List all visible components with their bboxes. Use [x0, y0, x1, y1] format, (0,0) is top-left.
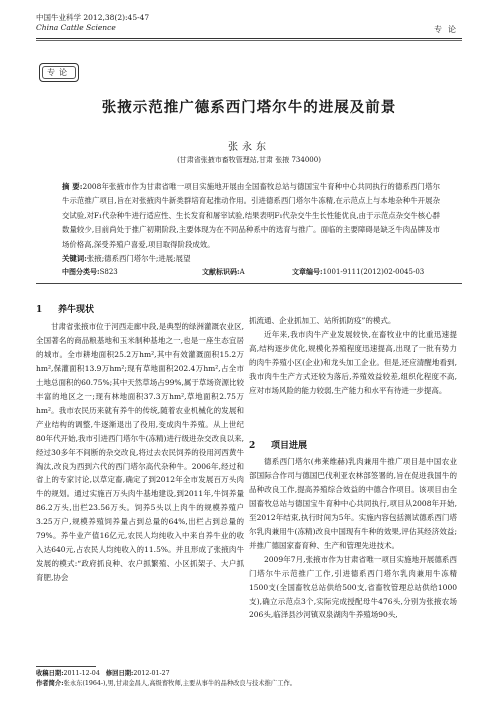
clc-label: 中图分类号:	[62, 267, 100, 276]
journal-header	[36, 13, 149, 33]
section-number: 2	[249, 441, 256, 451]
section-badge: 专论	[39, 63, 79, 82]
section-heading-2	[249, 438, 307, 451]
right-column	[249, 314, 457, 398]
section-heading-1	[36, 302, 94, 315]
author-bio-label: 作者简介:	[36, 680, 64, 687]
body-paragraph: 2009年7月,张掖市作为甘肃省唯一项目实施地开展德系西门塔尔牛示范推广工作,引进德系西门塔尔乳肉兼用牛冻精1500支(全国畜牧总站供给500支,省畜牧管理总站供给1000支),确立示范点3个,实际完成授配母牛476头,分别为张掖农场206头,临泽县沙河镇双泉湖肉牛养殖场90头,	[249, 554, 457, 620]
clc-value: S823	[99, 268, 118, 276]
revised-label: 修回日期:	[105, 670, 134, 677]
keywords-label: 关键词:	[62, 254, 87, 264]
abstract-label: 摘 要:	[62, 182, 83, 191]
author-bio-text: 张永东(1964-),男,甘肃金昌人,高级畜牧师,主要从事牛的品种改良与技术推广工作。	[63, 680, 297, 687]
keywords-text: 张掖;德系西门塔尔牛;进展;展望	[86, 254, 191, 264]
journal-citation: 中国牛业科学 2012,38(2):45-47	[36, 13, 150, 22]
section-title: 养牛现状	[58, 305, 95, 315]
column-label: 专论	[434, 25, 462, 34]
right-column-lower	[249, 455, 457, 622]
doc-code-value: A	[239, 268, 245, 276]
received-label: 收稿日期:	[36, 670, 64, 677]
received-date: 2011-12-04	[63, 670, 100, 677]
footnote-author	[36, 679, 462, 689]
abstract-block	[62, 180, 440, 266]
header-rule-thin	[36, 40, 462, 41]
journal-english-name: China Cattle Science	[36, 23, 116, 32]
article-number-label: 文章编号:	[292, 267, 323, 276]
header-rule	[36, 38, 462, 39]
abstract-rule	[36, 283, 462, 284]
footnote-dates	[36, 669, 462, 679]
section-title: 项目进展	[271, 441, 308, 451]
body-paragraph: 近年来,我市肉牛产业发展较快,在畜牧业中的比重迅速提高,结构逐步优化,规模化养殖程度迅速提高,出现了一批有势力的肉牛养殖小区(企业)和龙头加工企业。但是,还应清醒地看到,我市肉牛生产方式还较为落后,养殖效益较差,组织化程度不高,应对市场风险的能力较弱,生产能力和水平有待进一步提高。	[249, 329, 457, 395]
revised-date: 2012-01-27	[133, 670, 170, 677]
body-paragraph: 抓流通、企业抓加工、站所抓防疫”的模式。	[249, 316, 396, 325]
left-column	[36, 320, 244, 585]
classification-info	[62, 267, 424, 277]
footnote-rule	[36, 666, 96, 667]
body-paragraph: 甘肃省张掖市位于河西走廊中段,是典型的绿洲灌溉农业区,全国著名的商品粮基地和玉米制种基地之一,也是一座生态宜居的城市。全市耕地面积25.2万hm²,其中有效灌溉面积15.2万hm²,保灌面积13.9万hm²;现有草地面积202.4万hm²,占全市土地总面积的60.75%;其中天然草场占99%,属于草场资源比较丰富的地区之一;现有林地面积37.3万hm²,草地面积2.75万hm²。我市农民历来就有养牛的传统,随着农业机械化的发展和产业结构的调整,牛逐渐退出了役用,变成肉牛养殖。从上世纪80年代开始,我市引进西门塔尔牛(冻精)进行级进杂交改良以来,经过30多年不间断的杂交改良,将过去农民饲养的役用河西黄牛淘汰,改良为西到六代的西门塔尔高代杂种牛。2006年,经过和省上的专家讨论,以草定畜,确定了到2012年全市发展百万头肉牛的规划。通过实施百万头肉牛基地建设,到2011年,牛饲养量86.2万头,出栏23.56万头。饲养5头以上肉牛的规模养殖户3.25万户,规模养殖饲养量占到总量的64%,出栏占到总量的79%。养牛业产值16亿元,农民人均纯收入中来自养牛业的收入达640元,占农民人均纯收入的11.5%。并且形成了张掖肉牛发展的模式:“政府抓良种、农户抓繁殖、小区抓架子、大户抓育肥,协会	[36, 322, 244, 583]
abstract-text: 2008年张掖市作为甘肃省唯一项目实施地开展由全国畜牧总站与德国宝牛育种中心共同执行的德系西门塔尔牛示范推广项目,旨在对张掖肉牛新类群培育起推动作用。引进德系西门塔尔牛冻精,在示范点上与本地杂种牛开展杂交试验,对F₁代杂种牛进行适应性、生长发育和屠宰试验,结果表明F₁代杂交牛生长性能优良,由于示范点杂交牛核心群数量较少,目前尚处于推广初期阶段,主要体现为在不同品种系中的选育与推广。面临的主要障碍是缺乏牛肉品牌及市场价格高,深受养殖户喜爱,项目取得阶段成效。	[62, 182, 440, 249]
author-affiliation: (甘肃省张掖市畜牧管理站,甘肃 张掖 734000)	[177, 156, 321, 164]
section-number: 1	[36, 305, 43, 315]
doc-code-label: 文献标识码:	[202, 267, 240, 276]
article-author: 张永东	[228, 142, 270, 153]
article-title: 张掖示范推广德系西门塔尔牛的进展及前景	[101, 99, 397, 116]
body-paragraph: 德系西门塔尔(弗莱维赫)乳肉兼用牛推广项目是中国农业部国际合作司与德国巴伐利亚农林部签署的,旨在促进我国牛的品种改良工作,提高养殖综合效益的中德合作项目。该项目由全国畜牧总站与德国宝牛育种中心共同执行,项目从2008年开始,至2012年结束,执行时间为5年。实施内容包括测试德系西门塔尔乳肉兼用牛(冻精)改良中国现有牛种的效果,评估其经济效益;并推广德国家畜育种、生产和管理先进技术。	[249, 457, 457, 550]
article-number-value: 1001-9111(2012)02-0045-03	[322, 268, 425, 276]
